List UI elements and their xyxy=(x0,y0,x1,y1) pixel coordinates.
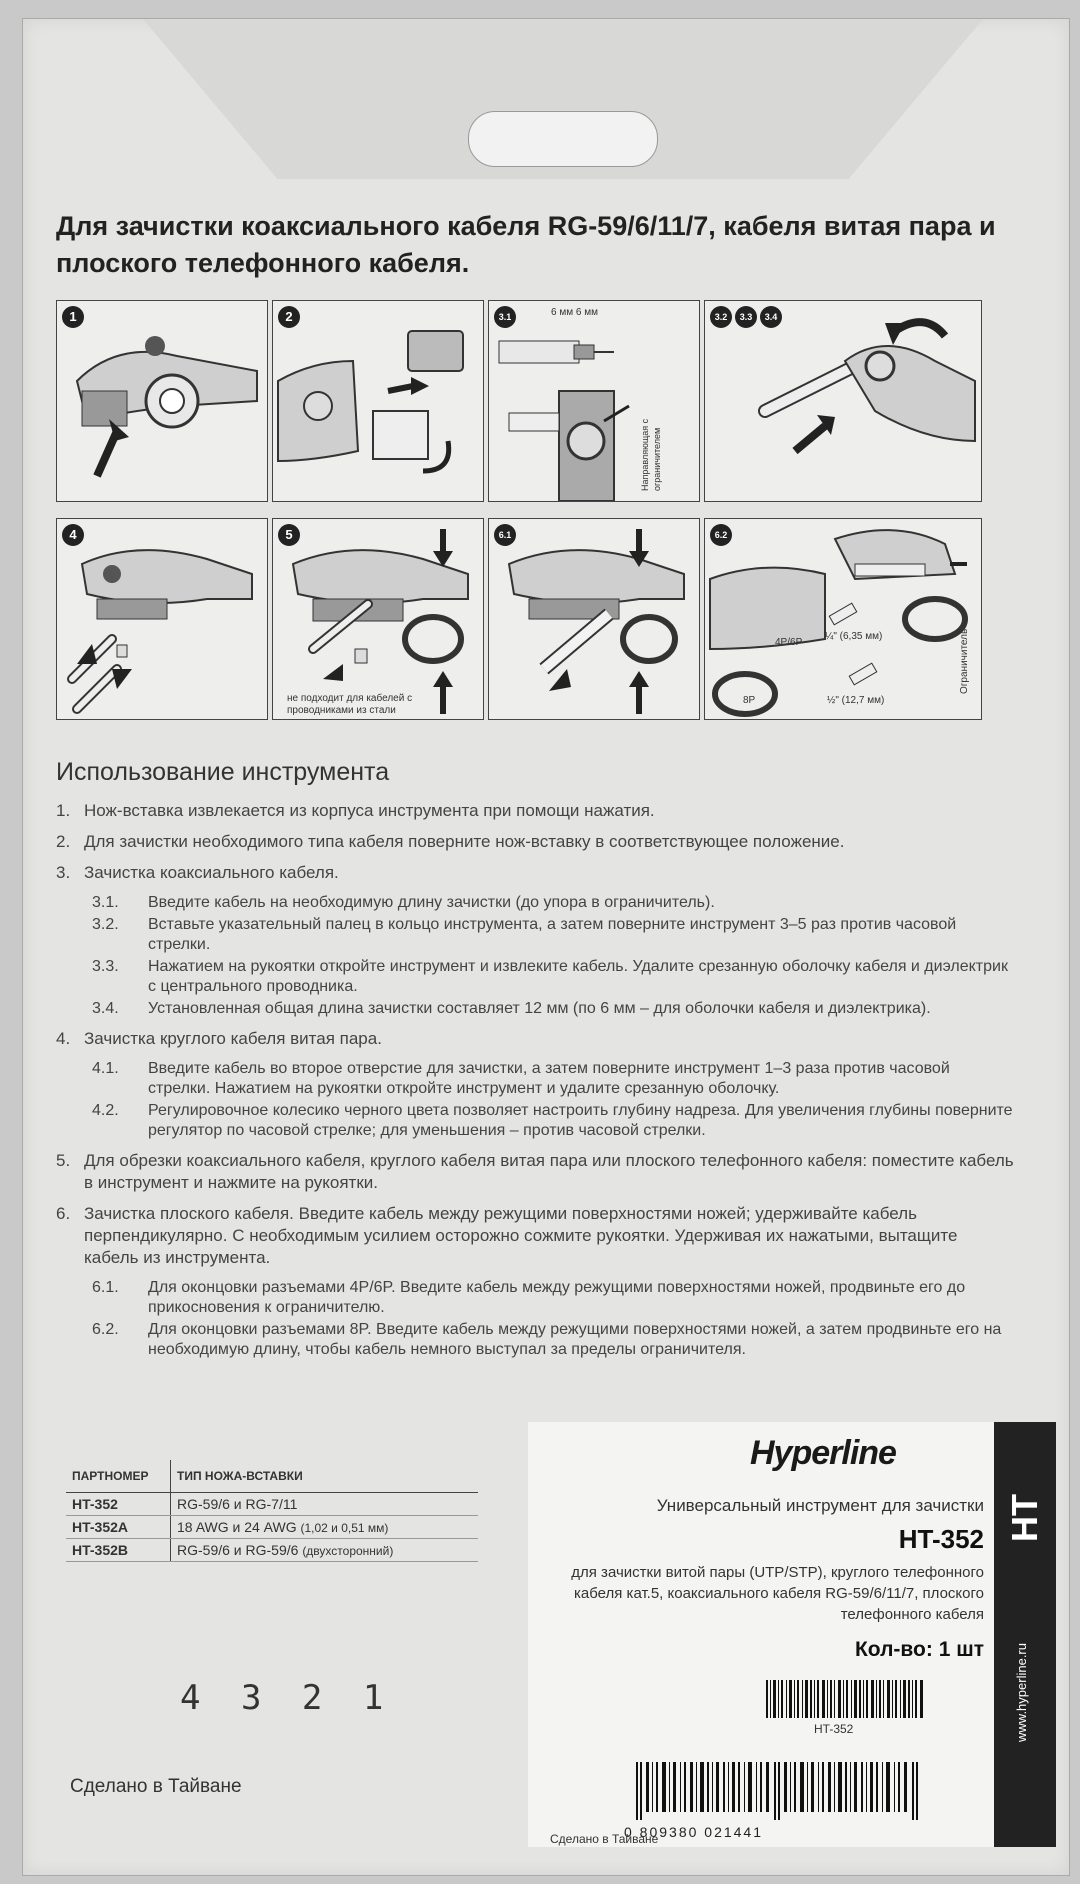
dimension-half: ½" (12,7 мм) xyxy=(827,695,885,706)
step-badge: 3.2 xyxy=(710,306,732,328)
panel-3-2-3-4 xyxy=(704,300,982,502)
list-item: 5. Для обрезки коаксиального кабеля, круглого кабеля витая пара или плоского телефонного кабеля: поместите кабель в инструмент и нажмите на рукоятки. xyxy=(56,1151,1014,1192)
column-header-blade-type: ТИП НОЖА-ВСТАВКИ xyxy=(171,1460,479,1493)
panel-5 xyxy=(272,518,484,720)
barcode-small-text: HT-352 xyxy=(814,1722,854,1736)
panel-6-1 xyxy=(488,518,700,720)
brand-sidebar xyxy=(994,1422,1056,1847)
blade-cartridge-icon xyxy=(273,301,483,501)
list-item: 3. Зачистка коаксиального кабеля. xyxy=(56,863,339,882)
panel-3-1 xyxy=(488,300,700,502)
panel-4 xyxy=(56,518,268,720)
limiter-label: Ограничитель xyxy=(959,628,970,694)
step-badge: 3.4 xyxy=(760,306,782,328)
barcode-small xyxy=(766,1680,924,1718)
step-badge: 6.1 xyxy=(494,524,516,546)
hanger-hole xyxy=(468,111,658,167)
label-made-in: Сделано в Тайване xyxy=(550,1832,659,1846)
stripper-tool-icon xyxy=(57,519,267,719)
table-row: HT-352A 18 AWG и 24 AWG (1,02 и 0,51 мм) xyxy=(66,1516,478,1539)
ean-barcode xyxy=(636,1762,922,1820)
sub-item: 6.2. Для оконцовки разъемами 8P. Введите кабель между режущими поверхностями ножей, а затем продвиньте его на необходимую длину, чтобы кабель немного выступал за пределы ограничителя. xyxy=(92,1321,1002,1358)
list-item: 1. Нож-вставка извлекается из корпуса инструмента при помощи нажатия. xyxy=(56,801,655,820)
sub-item: 4.1. Введите кабель во второе отверстие для зачистки, а затем поверните инструмент 1–3 раза против часовой стрелки. Нажатием на рукоятки откройте инструмент и удалите срезанную оболочку. xyxy=(92,1060,950,1097)
connector-4p6p: 4P/6P xyxy=(775,637,803,648)
product-quantity: Кол-во: 1 шт xyxy=(854,1638,984,1661)
sub-item: 3.1. Введите кабель на необходимую длину зачистки (до упора в ограничитель). xyxy=(92,894,715,911)
brand-logo: Hyperline xyxy=(750,1434,896,1472)
step-badge: 1 xyxy=(62,306,84,328)
headline: Для зачистки коаксиального кабеля RG-59/6/11/7, кабеля витая пара и плоского телефонного кабеля. xyxy=(56,211,996,278)
product-label xyxy=(528,1422,1056,1847)
list-item: 4. Зачистка круглого кабеля витая пара. xyxy=(56,1029,382,1048)
list-item: 6. Зачистка плоского кабеля. Введите кабель между режущими поверхностями ножей; удерживайте кабель перпендикулярно. С необходимым усилием осторожно сожмите рукоятки. Удерживая их нажатыми, вытащите кабель из инструмента. xyxy=(56,1204,958,1267)
made-in-text: Сделано в Тайване xyxy=(70,1776,242,1797)
sub-item: 3.3. Нажатием на рукоятки откройте инструмент и извлеките кабель. Удалите срезанную оболочку кабеля и диэлектрик с центрального проводника. xyxy=(92,958,1008,995)
column-header-partnumber: ПАРТНОМЕР xyxy=(66,1460,171,1493)
step-badge: 6.2 xyxy=(710,524,732,546)
stripper-tool-icon xyxy=(273,519,483,719)
ht-logo: HT xyxy=(1004,1494,1045,1542)
table-header-row xyxy=(66,1460,478,1493)
product-description: для зачистки витой пары (UTP/STP), круглого телефонного кабеля кат.5, коаксиального кабеля RG-59/6/11/7, плоского телефонного кабеля xyxy=(571,1564,984,1623)
connector-8p: 8P xyxy=(743,695,756,706)
list-item: 2. Для зачистки необходимого типа кабеля поверните нож-вставку в соответствующее положение. xyxy=(56,832,845,851)
instruction-list xyxy=(56,800,1016,1362)
stripper-tool-icon xyxy=(57,301,267,501)
stamp-number: 4 3 2 1 xyxy=(180,1678,394,1718)
product-title: Универсальный инструмент для зачистки xyxy=(656,1496,984,1515)
stripper-tool-icon xyxy=(489,519,699,719)
sub-item: 6.1. Для оконцовки разъемами 4P/6P. Введите кабель между режущими поверхностями ножей, продвиньте его до прикосновения к ограничителю. xyxy=(92,1279,966,1316)
table-row: HT-352B RG-59/6 и RG-59/6 (двухсторонний) xyxy=(66,1539,478,1562)
brand-url: www.hyperline.ru xyxy=(1014,1643,1029,1742)
panel-1 xyxy=(56,300,268,502)
sub-item: 3.4. Установленная общая длина зачистки составляет 12 мм (по 6 мм – для оболочки кабеля и диэлектрика). xyxy=(92,1000,931,1017)
sub-item: 4.2. Регулировочное колесико черного цвета позволяет настроить глубину надреза. Для увеличения глубины поверните регулятор по часовой стрелке; для уменьшения – против часовой стрелки. xyxy=(92,1102,1013,1139)
warning-note: не подходит для кабелей с проводниками из стали xyxy=(287,693,413,716)
coax-cable-icon xyxy=(489,301,699,501)
panel-2 xyxy=(272,300,484,502)
product-model: HT-352 xyxy=(898,1524,984,1554)
guide-stop-label: Направляющая с ограничителем xyxy=(640,418,662,491)
rotate-arrow-icon xyxy=(705,301,981,501)
step-badge: 3.3 xyxy=(735,306,757,328)
stripper-tool-icon xyxy=(705,519,981,719)
dimension-quarter: ¼" (6,35 мм) xyxy=(825,631,883,642)
table-row: HT-352 RG-59/6 и RG-7/11 xyxy=(66,1493,478,1516)
step-badge: 2 xyxy=(278,306,300,328)
dimension-note: 6 мм 6 мм xyxy=(551,307,598,318)
step-badge: 5 xyxy=(278,524,300,546)
ean-number: 0 809380 021441 xyxy=(624,1824,763,1840)
panel-6-2 xyxy=(704,518,982,720)
parts-table xyxy=(66,1460,478,1562)
step-badge: 3.1 xyxy=(494,306,516,328)
sub-item: 3.2. Вставьте указательный палец в кольцо инструмента, а затем поверните инструмент 3–5 раз против часовой стрелки. xyxy=(92,916,957,953)
step-badge: 4 xyxy=(62,524,84,546)
usage-title: Использование инструмента xyxy=(56,758,390,786)
